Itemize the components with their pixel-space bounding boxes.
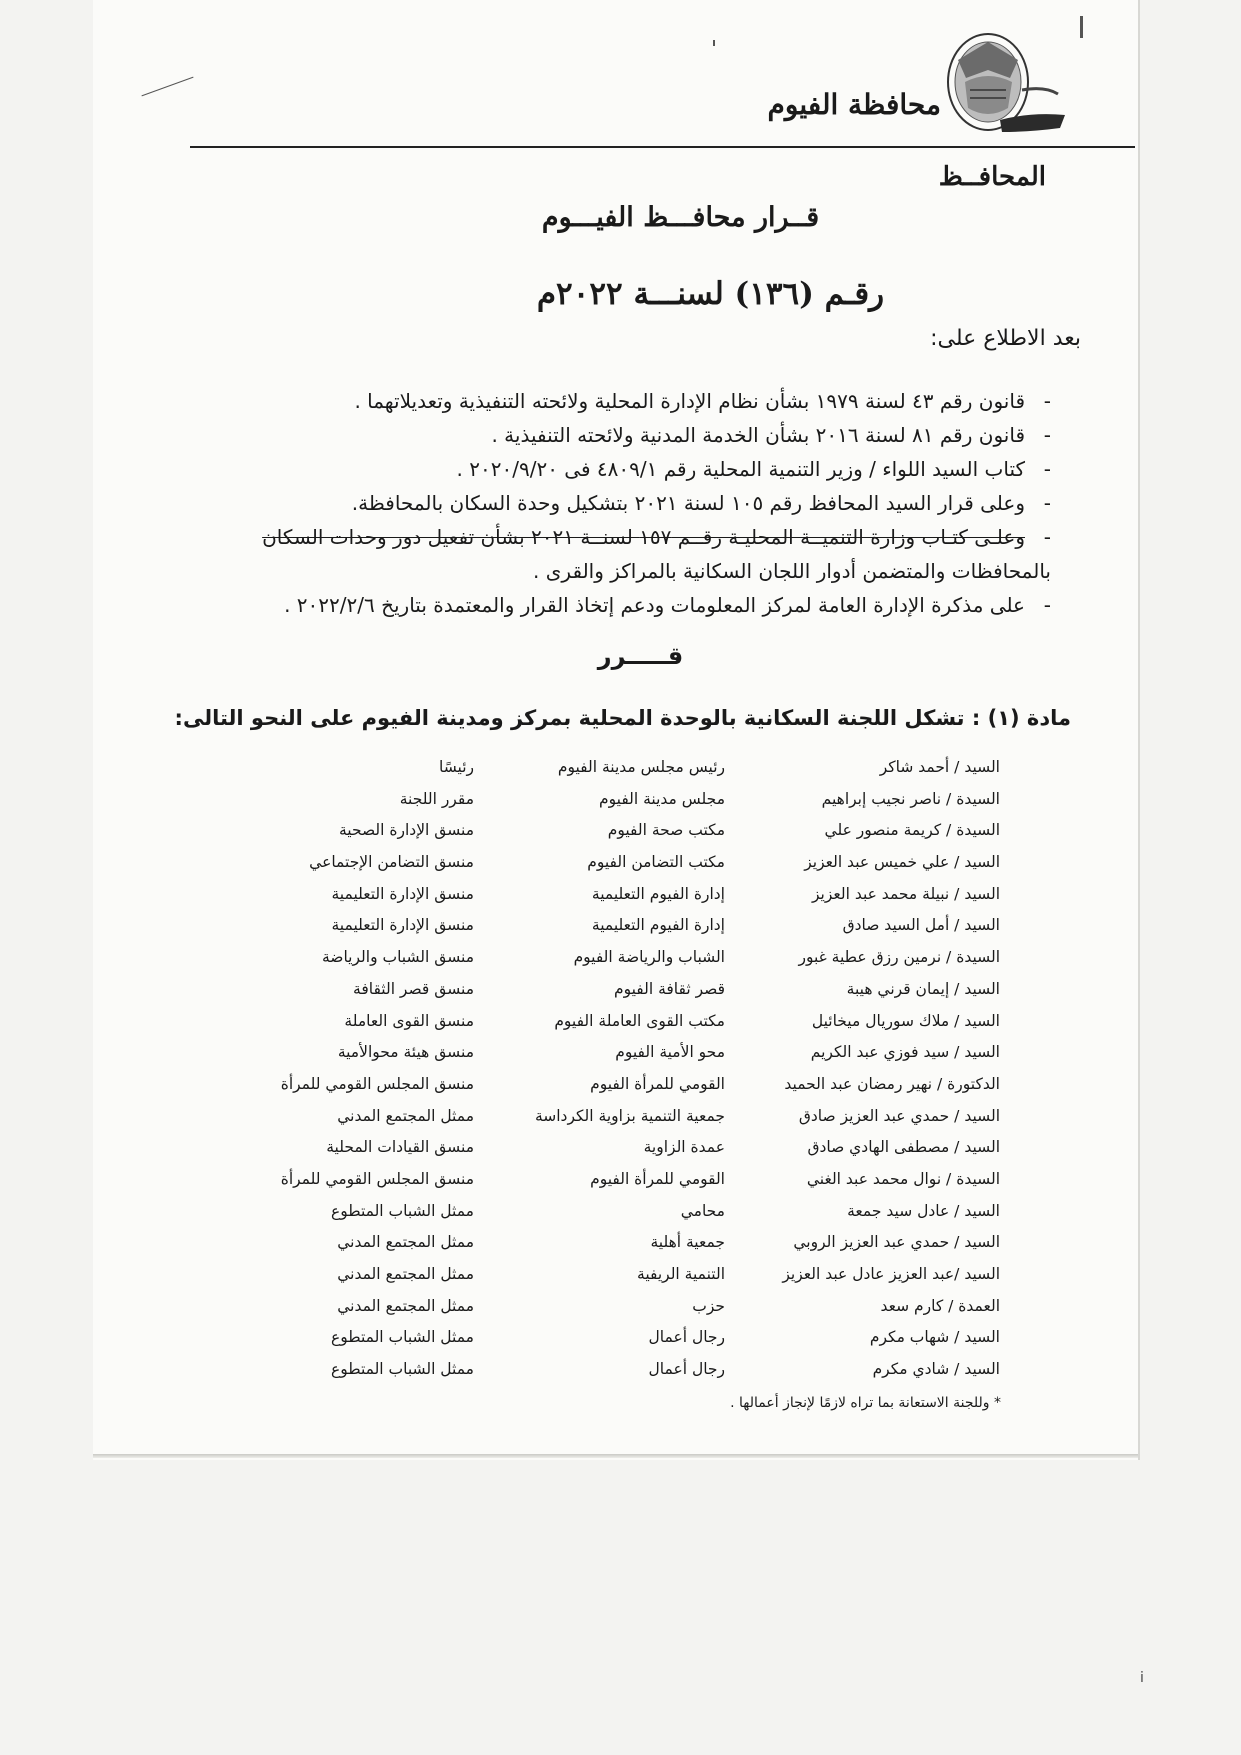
member-name: السيد / مصطفى الهادي صادق xyxy=(807,1138,1000,1157)
member-entity: رجال أعمال xyxy=(648,1328,725,1347)
member-name: السيد / علي خميس عبد العزيز xyxy=(804,853,1000,872)
table-row xyxy=(280,1074,1090,1107)
member-name: السيد / حمدي عبد العزيز الروبي xyxy=(793,1233,1000,1252)
member-name: السيد / نبيلة محمد عبد العزيز xyxy=(811,884,1000,903)
table-row xyxy=(330,1012,1090,1044)
member-entity: مكتب القوى العاملة الفيوم xyxy=(554,1011,725,1030)
member-name: السيدة / ناصر نجيب إبراهيم xyxy=(821,789,1000,808)
table-row xyxy=(321,948,1090,980)
table-row xyxy=(326,1138,1090,1170)
member-name: السيد / إيمان قرني هيبة xyxy=(846,979,1000,998)
member-role: منسق الإدارة الصحية xyxy=(338,821,474,840)
preamble-item: - وعلـى كتـاب وزارة التنميــة المحليـة رقــم ١٥٧ لسنــة ٢٠٢١ بشأن تفعيل دور وحدات السكان xyxy=(191,520,1051,554)
table-row xyxy=(309,853,1090,885)
member-entity: الشباب والرياضة الفيوم xyxy=(573,948,725,967)
table-row xyxy=(330,821,1090,853)
member-role: منسق القوى العاملة xyxy=(344,1011,474,1030)
member-entity: إدارة الفيوم التعليمية xyxy=(591,916,725,935)
table-row xyxy=(330,1202,1090,1234)
member-entity: جمعية أهلية xyxy=(650,1233,725,1252)
member-name: السيد / شهاب مكرم xyxy=(869,1328,1000,1347)
page-mark: i xyxy=(1140,1670,1144,1686)
member-entity: مكتب صحة الفيوم xyxy=(607,821,725,840)
footnote: * وللجنة الاستعانة بما تراه لازمًا لإنجاز أعمالها . xyxy=(730,1395,1001,1411)
member-role: منسق قصر الثقافة xyxy=(353,979,474,998)
preamble-item: - كتاب السيد اللواء / وزير التنمية المحلية رقم ٤٨٠٩/١ فى ٢٠٢٠/٩/٢٠ . xyxy=(191,452,1051,486)
member-entity: رجال أعمال xyxy=(648,1360,725,1379)
preamble-item: - وعلى قرار السيد المحافظ رقم ١٠٥ لسنة ٢٠٢١ بتشكيل وحدة السكان بالمحافظة. xyxy=(191,486,1051,520)
table-row xyxy=(330,758,1090,790)
decree-title: قــرار محافـــظ الفيـــوم xyxy=(541,202,820,233)
member-name: السيد / حمدي عبد العزيز صادق xyxy=(798,1106,1000,1125)
table-row xyxy=(330,790,1090,822)
member-entity: حزب xyxy=(692,1296,725,1315)
member-name: السيد / أحمد شاكر xyxy=(879,758,1000,776)
table-row xyxy=(330,1107,1090,1139)
member-role: ممثل المجتمع المدني xyxy=(337,1265,474,1283)
member-entity: إدارة الفيوم التعليمية xyxy=(591,884,725,903)
member-entity: القومي للمرأة الفيوم xyxy=(590,1074,725,1093)
member-entity: مجلس مدينة الفيوم xyxy=(599,789,725,808)
member-role: مقرر اللجنة xyxy=(399,789,474,808)
scan-mark xyxy=(1080,16,1083,38)
table-row xyxy=(330,1043,1090,1075)
member-role: ممثل الشباب المتطوع xyxy=(330,1201,474,1220)
member-role: منسق المجلس القومي للمرأة xyxy=(280,1169,474,1188)
member-role: منسق الشباب والرياضة xyxy=(321,948,474,967)
member-role: منسق المجلس القومي للمرأة xyxy=(280,1074,474,1093)
member-entity: التنمية الريفية xyxy=(637,1265,725,1283)
table-row xyxy=(330,916,1090,948)
resolved-heading: قـــــرر xyxy=(597,642,684,670)
member-name: السيد / عادل سيد جمعة xyxy=(847,1201,1000,1220)
member-role: ممثل المجتمع المدني xyxy=(337,1106,474,1125)
member-role: ممثل الشباب المتطوع xyxy=(330,1328,474,1347)
member-name: السيد / أمل السيد صادق xyxy=(842,916,1000,935)
member-name: السيد / سيد فوزي عبد الكريم xyxy=(810,1043,1000,1062)
member-name: السيدة / نرمين رزق عطية غبور xyxy=(798,948,1000,967)
table-row xyxy=(330,1360,1090,1392)
member-name: الدكتورة / نهير رمضان عبد الحميد xyxy=(784,1074,1000,1093)
member-entity: محو الأمية الفيوم xyxy=(615,1043,725,1062)
member-entity: القومي للمرأة الفيوم xyxy=(590,1169,725,1188)
member-name: السيد / شادي مكرم xyxy=(872,1360,1000,1379)
member-entity: عمدة الزاوية xyxy=(643,1138,725,1157)
header-divider xyxy=(190,146,1135,148)
member-role: ممثل المجتمع المدني xyxy=(337,1296,474,1315)
member-name: السيد /عبد العزيز عادل عبد العزيز xyxy=(782,1265,1000,1283)
page-edge xyxy=(93,1454,1138,1458)
member-role: منسق الإدارة التعليمية xyxy=(331,916,474,935)
decree-number: رقـم (١٣٦) لسنـــة ٢٠٢٢م xyxy=(536,276,885,312)
member-role: منسق هيئة محوالأمية xyxy=(337,1043,474,1062)
member-entity: محامي xyxy=(680,1201,725,1220)
member-entity: جمعية التنمية بزاوية الكرداسة xyxy=(534,1106,725,1125)
table-row xyxy=(330,1297,1090,1329)
committee-members-table xyxy=(280,758,1090,1392)
member-entity: قصر ثقافة الفيوم xyxy=(613,979,725,998)
preamble-list xyxy=(191,384,1051,622)
member-name: السيد / ملاك سوريال ميخائيل xyxy=(811,1011,1000,1030)
member-role: رئيسًا xyxy=(438,758,474,776)
member-entity: مكتب التضامن الفيوم xyxy=(587,853,725,872)
member-role: ممثل الشباب المتطوع xyxy=(330,1360,474,1379)
table-row xyxy=(330,885,1090,917)
article-1: مادة (١) : تشكل اللجنة السكانية بالوحدة المحلية بمركز ومدينة الفيوم على النحو التالى: xyxy=(174,706,1071,730)
member-name: العمدة / كارم سعد xyxy=(880,1296,1000,1315)
preamble-item: - قانون رقم ٤٣ لسنة ١٩٧٩ بشأن نظام الإدارة المحلية ولائحته التنفيذية وتعديلاتهما . xyxy=(191,384,1051,418)
governorate-emblem-icon xyxy=(940,20,1070,145)
table-row xyxy=(330,980,1090,1012)
preamble-item: - قانون رقم ٨١ لسنة ٢٠١٦ بشأن الخدمة المدنية ولائحته التنفيذية . xyxy=(191,418,1051,452)
member-role: منسق القيادات المحلية xyxy=(326,1138,474,1157)
table-row xyxy=(330,1233,1090,1265)
governorate-name: محافظة الفيوم xyxy=(767,88,941,121)
scan-mark xyxy=(713,40,715,46)
governor-label: المحافــظ xyxy=(938,162,1046,192)
member-role: منسق الإدارة التعليمية xyxy=(331,884,474,903)
preamble-item-continuation: بالمحافظات والمتضمن أدوار اللجان السكانية بالمراكز والقرى . xyxy=(533,559,1051,583)
preamble-item: - على مذكرة الإدارة العامة لمركز المعلومات ودعم إتخاذ القرار والمعتمدة بتاريخ ٢٠٢٢/٢/٦ . xyxy=(191,588,1051,622)
member-role: ممثل المجتمع المدني xyxy=(337,1233,474,1252)
table-row xyxy=(330,1265,1090,1297)
member-role: منسق التضامن الإجتماعي xyxy=(309,853,474,872)
after-review-label: بعد الاطلاع على: xyxy=(930,326,1081,351)
table-row xyxy=(280,1169,1090,1202)
member-name: السيدة / كريمة منصور علي xyxy=(824,821,1000,840)
member-entity: رئيس مجلس مدينة الفيوم xyxy=(557,758,725,776)
table-row xyxy=(330,1328,1090,1360)
member-name: السيدة / نوال محمد عبد الغني xyxy=(806,1169,1000,1188)
